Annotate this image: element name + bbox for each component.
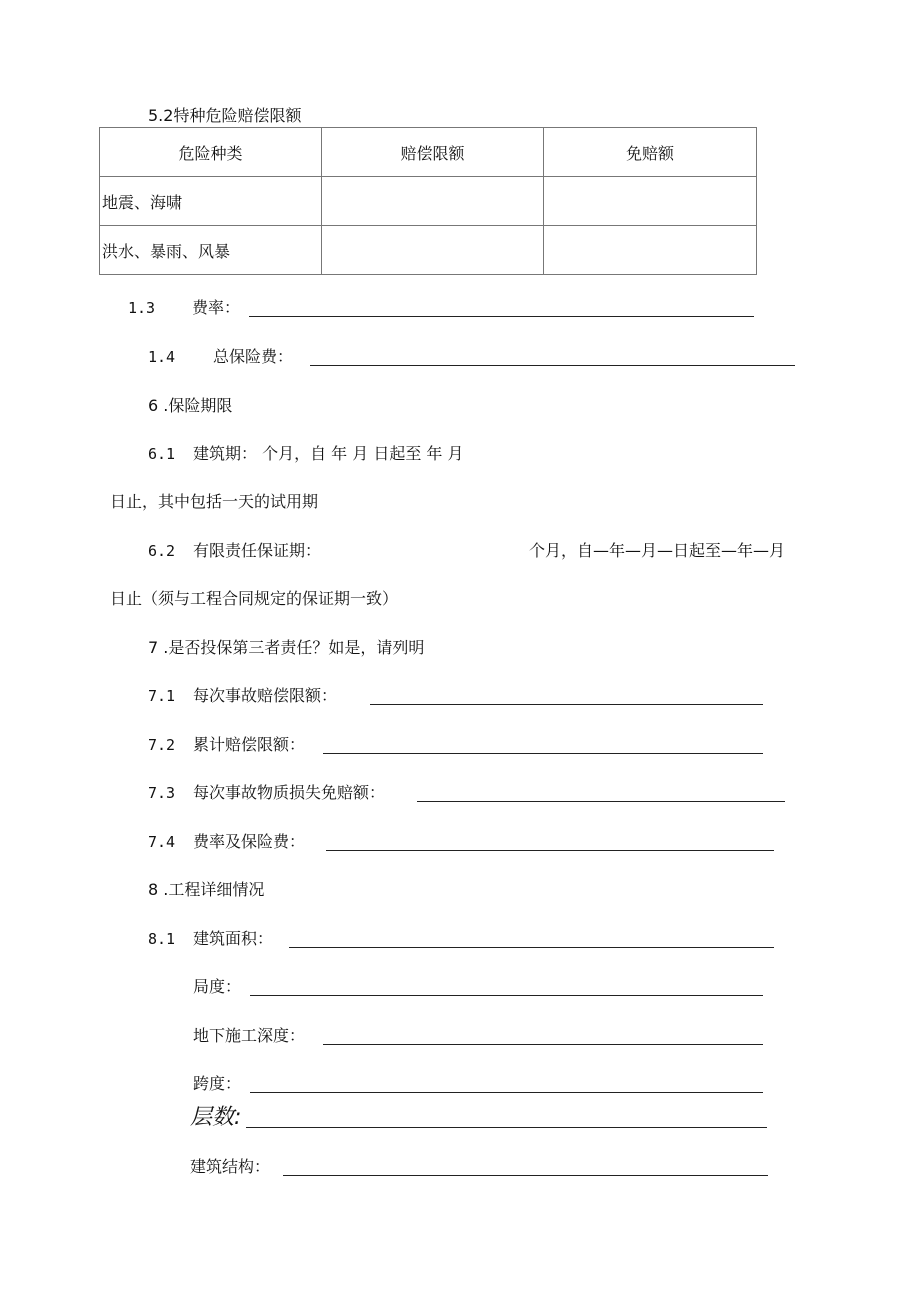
section-7-title: 7 .是否投保第三者责任？如是，请列明 xyxy=(148,638,425,657)
s62-number: 6.2 xyxy=(148,542,176,560)
s81-field[interactable] xyxy=(289,947,774,948)
height-label: 局度： xyxy=(193,977,242,996)
risk-type-cell: 地震、海啸 xyxy=(100,177,322,226)
premium-field[interactable] xyxy=(310,365,795,366)
s73-number: 7.3 xyxy=(148,784,176,802)
s62-label: 有限责任保证期： xyxy=(193,541,322,560)
rate-field[interactable] xyxy=(249,316,754,317)
depth-field[interactable] xyxy=(323,1044,763,1045)
header-deductible: 免赔额 xyxy=(544,128,757,177)
s73-field[interactable] xyxy=(417,801,785,802)
span-label: 跨度： xyxy=(193,1074,242,1093)
s61-text: 建筑期： 个月，自 年 月 日起至 年 月 xyxy=(193,444,464,463)
section-8-title: 8 .工程详细情况 xyxy=(148,880,265,899)
risk-type-cell: 洪水、暴雨、风暴 xyxy=(100,226,322,275)
s74-field[interactable] xyxy=(326,850,774,851)
s61-continuation: 日止，其中包括一天的试用期 xyxy=(110,492,319,511)
s81-label: 建筑面积： xyxy=(193,929,274,948)
s62-continuation: 日止（须与工程合同规定的保证期一致） xyxy=(110,589,399,608)
s71-field[interactable] xyxy=(370,704,763,705)
floors-field[interactable] xyxy=(246,1127,767,1128)
s72-number: 7.2 xyxy=(148,736,176,754)
span-field[interactable] xyxy=(250,1092,763,1093)
rate-label: 费率： xyxy=(192,298,241,317)
s72-label: 累计赔偿限额： xyxy=(193,735,306,754)
table-row xyxy=(100,177,757,226)
limit-cell[interactable] xyxy=(322,226,544,275)
height-field[interactable] xyxy=(250,995,763,996)
section-5-2-title: 5.2特种危险赔偿限额 xyxy=(148,106,302,125)
deductible-cell[interactable] xyxy=(544,177,757,226)
s71-number: 7.1 xyxy=(148,687,176,705)
premium-label: 总保险费： xyxy=(213,347,294,366)
limit-cell[interactable] xyxy=(322,177,544,226)
header-risk-type: 危险种类 xyxy=(100,128,322,177)
special-risk-table xyxy=(99,127,757,275)
s74-label: 费率及保险费： xyxy=(193,832,306,851)
deductible-cell[interactable] xyxy=(544,226,757,275)
header-compensation-limit: 赔偿限额 xyxy=(322,128,544,177)
structure-field[interactable] xyxy=(283,1175,768,1176)
s72-field[interactable] xyxy=(323,753,763,754)
floors-label: 层数: xyxy=(190,1105,242,1130)
s81-number: 8.1 xyxy=(148,930,176,948)
table-row xyxy=(100,226,757,275)
s74-number: 7.4 xyxy=(148,833,176,851)
structure-label: 建筑结构： xyxy=(190,1157,271,1176)
table-header-row xyxy=(100,128,757,177)
s62-period-text: 个月，自—年—月—日起至—年—月 xyxy=(529,541,786,560)
s71-label: 每次事故赔偿限额： xyxy=(193,686,338,705)
rate-number: 1.3 xyxy=(128,299,156,317)
depth-label: 地下施工深度： xyxy=(193,1026,306,1045)
section-6-title: 6 .保险期限 xyxy=(148,396,233,415)
premium-number: 1.4 xyxy=(148,348,176,366)
s73-label: 每次事故物质损失免赔额： xyxy=(193,783,386,802)
s61-number: 6.1 xyxy=(148,445,176,463)
